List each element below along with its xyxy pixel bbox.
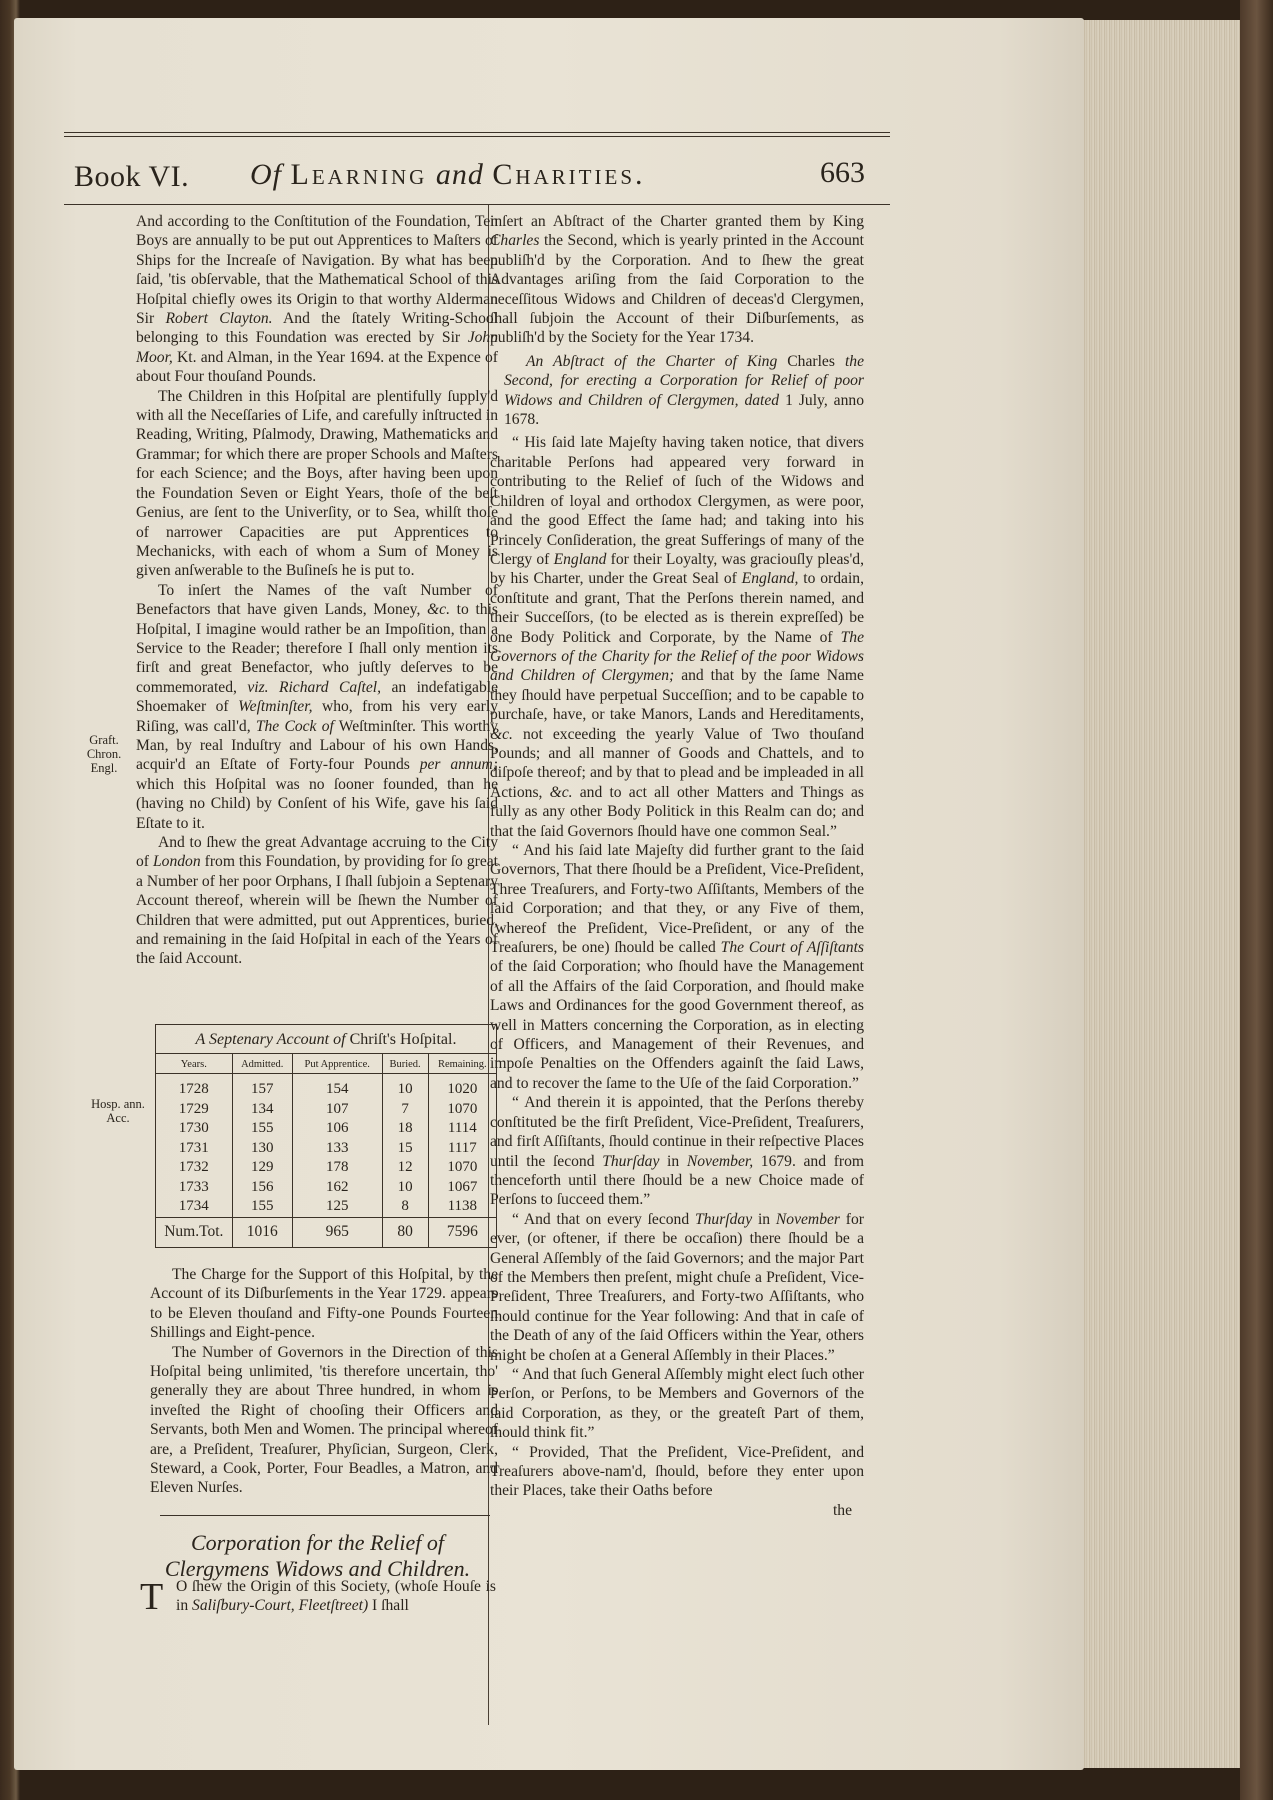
text: Weſtminſter,: [238, 698, 313, 716]
text: Charles: [490, 232, 540, 250]
paragraph: “ Provided, That the Preſident, Vice-Preſident, and Treaſurers above-nam'd, ſhould, before they enter upon their Places, take their Oaths before: [490, 1443, 864, 1500]
table-header-row: [156, 1054, 496, 1074]
text: John Moor,: [136, 329, 498, 366]
table-cell: 1731: [156, 1139, 232, 1159]
account-table: [156, 1054, 496, 1247]
text: in: [752, 1210, 776, 1228]
table-cell: 157: [232, 1074, 292, 1100]
top-double-rule: [64, 132, 890, 137]
text: not exceeding the yearly Value of Two thouſand Pounds; and all manner of Goods and Chattels, and to diſpoſe thereof; and by that to plead and be impleaded in all Actions,: [490, 725, 864, 801]
table-cell: 1732: [156, 1158, 232, 1178]
table-row: [156, 1074, 496, 1100]
header-apprentice: Put Apprentice.: [292, 1054, 382, 1074]
total-cell: 1016: [232, 1217, 292, 1247]
text: Thurſday: [602, 1152, 660, 1170]
text: in: [659, 1152, 687, 1170]
table-cell: 106: [292, 1119, 382, 1139]
table-row: [156, 1119, 496, 1139]
margin-note-line: Hosp. ann.: [91, 1097, 145, 1111]
paragraph: [490, 433, 864, 841]
table-cell: 1729: [156, 1100, 232, 1120]
table-row: [156, 1139, 496, 1159]
table-cell: 107: [292, 1100, 382, 1120]
title-of: Of: [250, 158, 282, 191]
table-title: [156, 1025, 496, 1054]
total-cell: 7596: [428, 1217, 496, 1247]
abstract-heading: [490, 352, 864, 430]
table-cell: 154: [292, 1074, 382, 1100]
table-title-roman: Chriſt's Hoſpital.: [349, 1031, 457, 1048]
paragraph: “ And that ſuch General Aſſembly might elect ſuch other Perſon, or Perſons, to be Members and Governors of the ſaid Corporation, as they, or the greateſt Part of them, ſhould think fit.”: [490, 1365, 864, 1442]
table-cell: 1020: [447, 1081, 478, 1097]
header-buried: Buried.: [382, 1054, 428, 1074]
left-column: [136, 212, 498, 969]
paragraph: [490, 212, 864, 348]
text: &c.: [490, 725, 513, 743]
table-cell: 12: [382, 1158, 428, 1178]
margin-note-hosp: [88, 1097, 148, 1125]
table-cell: 156: [232, 1178, 292, 1198]
paragraph: [136, 833, 498, 969]
table-cell: 162: [292, 1178, 382, 1198]
title-learning: Learning: [290, 158, 428, 191]
table-row: [156, 1197, 496, 1217]
total-cell: 965: [292, 1217, 382, 1247]
drop-cap: T: [140, 1576, 164, 1618]
text: 1 July, anno 1678.: [504, 391, 864, 429]
text: for their Loyalty, was graciouſly pleas'd, by his Charter, under the Great Seal of: [490, 550, 864, 588]
text: “ And therein it is appointed, that the Perſons thereby conſtituted be the firſt Preſident, Vice-Preſident, Treaſurers, and firſt Aſſiſtants, ſhould continue in their reſpective Places until the ſecond: [490, 1094, 864, 1170]
text: 1679. and from thenceforth until there ſhould be a new Choice made of Perſons to ſucceed them.”: [490, 1152, 865, 1209]
text: Thurſday: [694, 1210, 753, 1228]
title-charities: Charities.: [492, 158, 646, 191]
left-column-lower: [150, 1265, 498, 1498]
paragraph: [490, 841, 864, 1093]
table-cell: 8: [382, 1197, 428, 1217]
table-cell: 1114: [447, 1120, 477, 1136]
text: per annum;: [419, 756, 498, 774]
table-cell: 1730: [156, 1119, 232, 1139]
text: The Cock of: [255, 717, 334, 735]
total-cell: 80: [382, 1217, 428, 1247]
header-remaining: Remaining.: [428, 1054, 496, 1074]
text: Saliſbury-Court, Fleetſtreet): [192, 1597, 369, 1615]
text: Charles: [787, 352, 835, 370]
table-cell: 1067: [447, 1178, 478, 1195]
corporation-intro: [176, 1577, 496, 1616]
text: and that by the ſame Name they ſhould have perpetual Succeſſion; and to be capable to purchaſe, have, or take Manors, Lands and Hereditaments,: [490, 667, 864, 724]
table-cell: 133: [292, 1139, 382, 1159]
text: an indefatigable Shoemaker of: [136, 678, 498, 716]
text: which this Hoſpital was no ſooner founded, than he (having no Child) by Conſent of his Wife, gave his ſaid Eſtate to it.: [136, 775, 498, 832]
table-cell: 129: [232, 1158, 292, 1178]
page-number: 663: [820, 156, 865, 189]
table-cell: 134: [232, 1100, 292, 1120]
text: The Court of Aſſiſtants: [720, 939, 865, 957]
table-cell: 10: [382, 1178, 428, 1198]
text: inſert an Abſtract of the Charter granted them by King: [490, 213, 864, 230]
table-cell: 155: [232, 1197, 292, 1217]
text: The Governors of the Charity for the Relief of the poor Widows and Children of Clergymen;: [490, 628, 864, 685]
text: from this Foundation, by providing for ſo great a Number of her poor Orphans, I ſhall ſubjoin a Septenary Account thereof, wherein will be ſhewn the Number of Children that were admitted, put out Apprentices, buried, and remaining in the ſaid Hoſpital in each of the Years of the ſaid Account.: [136, 853, 499, 968]
paragraph: The Charge for the Support of this Hoſpital, by the Account of its Diſburſements in the Year 1729. appears to be Eleven thouſand and Fifty-one Pounds Fourteen Shillings and Eight-pence.: [150, 1266, 498, 1342]
text: and to act all other Matters and Things as fully as any other Body Politick in this Realm can do; and that the ſaid Governors ſhould have one common Seal.”: [490, 783, 864, 840]
table-cell: 7: [382, 1100, 428, 1120]
book-cover-edge: [1240, 0, 1273, 1800]
text: O ſhew the Origin of this Society, (whoſe Houſe is in: [176, 1578, 496, 1615]
text: viz. Richard Caſtel,: [247, 678, 382, 696]
paragraph: The Children in this Hoſpital are plentifully ſupply'd with all the Neceſſaries of Life, and carefully inſtructed in Reading, Writing, Pſalmody, Drawing, Mathematicks and Grammar; for which there are proper Schools and Maſters for each Science; and the Boys, after having been upon the Foundation Seven or Eight Years, thoſe of the beſt Genius, are ſent to the Univerſity, or to Sea, whilſt thoſe of narrower Capacities are put Apprentices to Mechanicks, with each of whom a Sum of Money is given anſwerable to the Buſineſs he is put to.: [136, 387, 498, 580]
text: Kt. and Alman, in the Year 1694. at the Expence of about Four thouſand Pounds.: [136, 348, 498, 386]
text: And according to the Conſtitution of the Foundation, Ten Boys are annually to be put out Apprentices to Maſters of Ships for the Increaſe of Navigation. By what has been ſaid, 'tis obſervable, that the Mathematical School of this Hoſpital chiefly owes its Origin to that worthy Alderman Sir: [136, 213, 498, 328]
margin-note-graft: [78, 733, 130, 775]
table-title-italic: A Septenary Account of: [195, 1031, 346, 1048]
text: the Second, which is yearly printed in the Account publiſh'd by the Corporation. And to ſhew the great Advantages ariſing from the ſaid Corporation to the neceſſitous Widows and Children of deceas'd Clergymen, ſhall ſubjoin the Account of their Diſburſements, as publiſh'd by the Society for the Year 1734.: [490, 232, 864, 347]
table-row: [156, 1178, 496, 1198]
table-total-row: [156, 1217, 496, 1247]
text: November,: [686, 1152, 754, 1170]
table-cell: 15: [382, 1139, 428, 1159]
table-cell: 178: [292, 1158, 382, 1178]
table-cell: 125: [292, 1197, 382, 1217]
text: November: [775, 1210, 840, 1228]
table-cell: 1728: [156, 1074, 232, 1100]
paragraph: The Number of Governors in the Direction of this Hoſpital being unlimited, 'tis therefore uncertain, tho' generally they are about Three hundred, in whom is inveſted the Right of chooſing their Officers and Servants, both Men and Women. The principal whereof are, a Preſident, Treaſurer, Phyſician, Surgeon, Clerk, Steward, a Cook, Porter, Four Beadles, a Matron, and Eleven Nurſes.: [150, 1343, 498, 1497]
text: I ſhall: [368, 1597, 409, 1615]
margin-note-line: Acc.: [106, 1111, 130, 1125]
total-cell: Num.Tot.: [156, 1217, 232, 1247]
right-column: [490, 212, 864, 1520]
catchword: the: [832, 1501, 852, 1519]
margin-note-line: Graft.: [89, 733, 119, 747]
table-cell: 155: [232, 1119, 292, 1139]
header-admitted: Admitted.: [232, 1054, 292, 1074]
text: And the ſtately Writing-School belonging to this Foundation was erected by Sir: [136, 310, 498, 347]
text: the Second, for erecting a Corporation for Relief of poor Widows and Children of Clergymen, dated: [504, 352, 864, 409]
text: &c.: [549, 783, 573, 801]
text: London: [152, 853, 201, 871]
margin-note-line: Engl.: [90, 761, 118, 775]
text: And to ſhew the great Advantage accruing to the City of: [136, 834, 498, 871]
table-cell: 1070: [447, 1100, 478, 1117]
running-head-title: [250, 158, 646, 192]
page-edges: [1070, 20, 1245, 1768]
running-head-book: Book VI.: [74, 160, 190, 193]
table-cell: 1733: [156, 1178, 232, 1198]
margin-note-line: Chron.: [86, 747, 122, 761]
table-cell: 1138: [447, 1198, 478, 1214]
text: An Abſtract of the Charter of King: [526, 352, 778, 370]
table-cell: 18: [382, 1119, 428, 1139]
table-cell: 10: [382, 1074, 428, 1100]
table-row: [156, 1158, 496, 1178]
text: England: [553, 550, 607, 568]
section-rule: [160, 1515, 490, 1516]
header-years: Years.: [156, 1054, 232, 1074]
text: of the ſaid Corporation; who ſhould have the Management of all the Affairs of the ſaid Corporation, and ſhould make Laws and Ordinances for the good Government thereof, as well in Matters concerning the Corporation, as in electing of Officers, and Management of their Revenues, and impoſe Penalties on the Offenders againſt the ſaid Laws, and to recover the ſame to the Uſe of the ſaid Corporation.”: [490, 958, 864, 1092]
head-rule: [64, 204, 890, 205]
paragraph: [136, 581, 498, 833]
text: who, from his very early Riſing, was call'd,: [136, 698, 498, 735]
text: to this Hoſpital, I imagine would rather be an Impoſition, than a Service to the Reader; therefore I ſhall only mention its firſt and great Benefactor, who juſtly deſerves to be commemorated,: [136, 601, 498, 696]
section-heading: Corporation for the Relief of Clergymens Widows and Children.: [164, 1530, 471, 1581]
text: “ His ſaid late Majeſty having taken notice, that divers charitable Perſons had appeared very forward in contributing to the Relief of ſuch of the Widows and Children of loyal and orthodox Clergymen, as were poor, and the good Effect the ſame had; and taking into his Princely Conſideration, the great Sufferings of many of the Clergy of: [490, 434, 864, 568]
table-cell: 1070: [447, 1159, 478, 1175]
text: for ever, (or oftener, if there be occaſion) there ſhould be a General Aſſembly of the ſaid Governors; and the major Part of the Members then preſent, might chuſe a Preſident, Vice-Preſident, Three Treaſurers, and Forty-two Aſſiſtants, who ſhould continue for the Year following: And that in caſe of the Death of any of the ſaid Officers within the Year, others might be choſen at a General Aſſembly in their Places.”: [490, 1210, 864, 1364]
table-cell: 1734: [156, 1197, 232, 1217]
septenary-account-table: [155, 1024, 497, 1248]
text: To inſert the Names of the vaſt Number of Benefactors that have given Lands, Money,: [136, 581, 498, 619]
text: Robert Clayton.: [165, 310, 273, 328]
text: to ordain, conſtitute and grant, That the Perſons therein named, and their Succeſſors, (to be elected as is therein expreſſed) be one Body Politick and Corporate, by the Name of: [490, 570, 864, 646]
text: “ And his ſaid late Majeſty did further grant to the ſaid Governors, That there ſhould be a Preſident, Vice-Preſident, Three Treaſurers, and Forty-two Aſſiſtants, Members of the ſaid Corporation; and that they, or any Five of them, (whereof the Preſident, Vice-Preſident, or any of the Treaſurers, be one) ſhould be called: [490, 842, 864, 957]
paragraph: [136, 212, 498, 387]
title-and: and: [435, 158, 484, 191]
table-cell: 130: [232, 1139, 292, 1159]
text: Weſtminſter. This worthy Man, by real Induſtry and Labour of his own Hands, acquir'd an Eſtate of Forty-four Pounds: [136, 717, 498, 774]
text: England,: [741, 570, 799, 588]
paragraph: [490, 1210, 864, 1365]
text: “ And that on every ſecond: [512, 1210, 695, 1228]
text: &c.: [427, 601, 450, 619]
table-row: [156, 1100, 496, 1120]
table-cell: 1117: [447, 1139, 477, 1156]
paragraph: [490, 1093, 864, 1209]
